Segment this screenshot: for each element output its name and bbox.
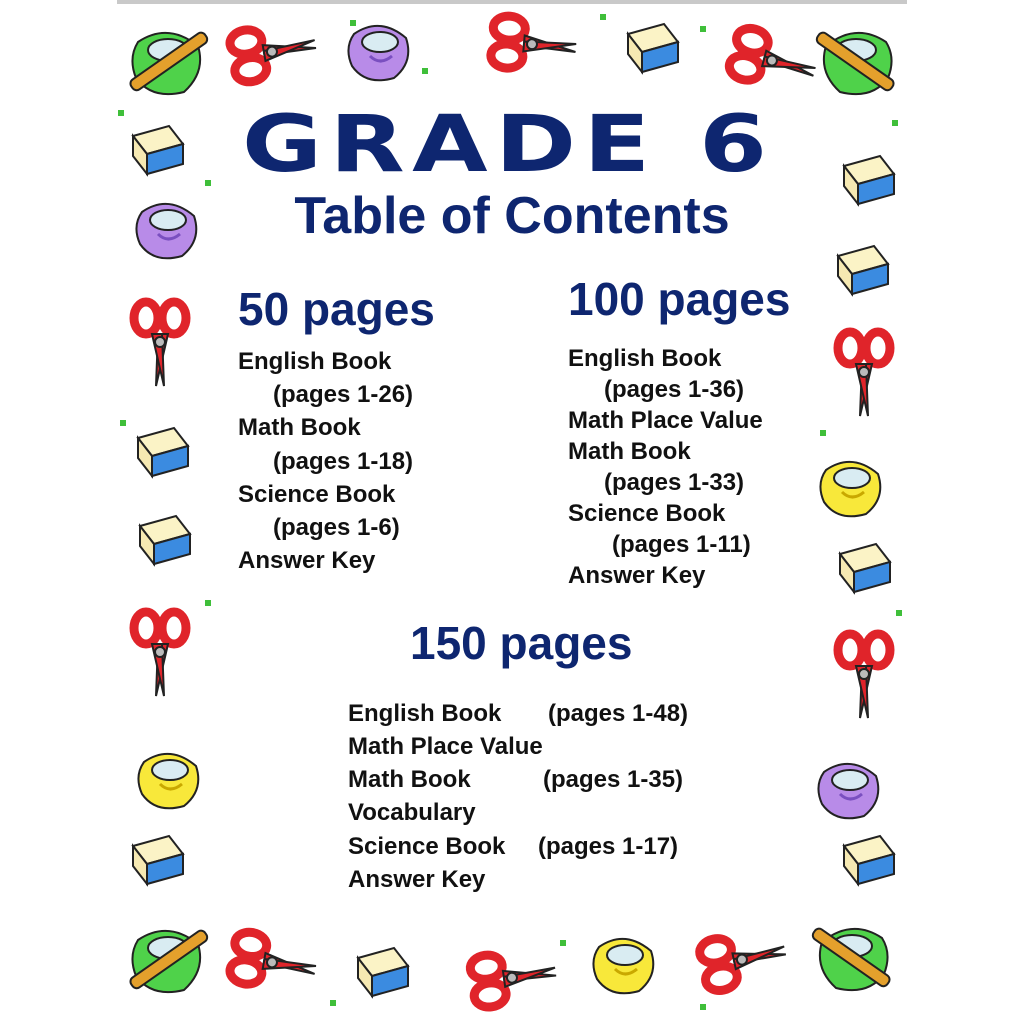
page-title: GRADE 6 bbox=[242, 100, 775, 190]
section-heading-150: 150 pages bbox=[410, 617, 633, 669]
list-item: Math Book bbox=[568, 438, 691, 465]
list-item: Math Book bbox=[348, 766, 471, 793]
page-range: (pages 1-18) bbox=[273, 448, 414, 475]
list-item: Math Place Value bbox=[348, 733, 543, 760]
section-heading-100: 100 pages bbox=[568, 273, 791, 325]
list-item: Answer Key bbox=[348, 866, 486, 893]
page-range: (pages 1-17) bbox=[538, 833, 679, 860]
list-item: Science Book bbox=[348, 833, 506, 860]
list-item: Answer Key bbox=[238, 547, 376, 574]
list-item: English Book bbox=[348, 700, 502, 727]
list-item: Vocabulary bbox=[348, 799, 476, 826]
page-range: (pages 1-33) bbox=[604, 469, 745, 496]
list-item: Science Book bbox=[238, 481, 396, 508]
list-item: English Book bbox=[568, 345, 722, 372]
section-heading-50: 50 pages bbox=[238, 283, 435, 335]
list-item: Math Place Value bbox=[568, 407, 763, 434]
page-range: (pages 1-36) bbox=[604, 376, 745, 403]
list-item: Answer Key bbox=[568, 562, 706, 589]
page-subtitle: Table of Contents bbox=[294, 187, 730, 245]
list-item: English Book bbox=[238, 348, 392, 375]
page-range: (pages 1-26) bbox=[273, 381, 414, 408]
list-item: Science Book bbox=[568, 500, 726, 527]
page-range: (pages 1-35) bbox=[543, 766, 684, 793]
page-range: (pages 1-11) bbox=[612, 531, 751, 558]
page-range: (pages 1-48) bbox=[548, 700, 689, 727]
list-item: Math Book bbox=[238, 414, 361, 441]
page-range: (pages 1-6) bbox=[273, 514, 400, 541]
